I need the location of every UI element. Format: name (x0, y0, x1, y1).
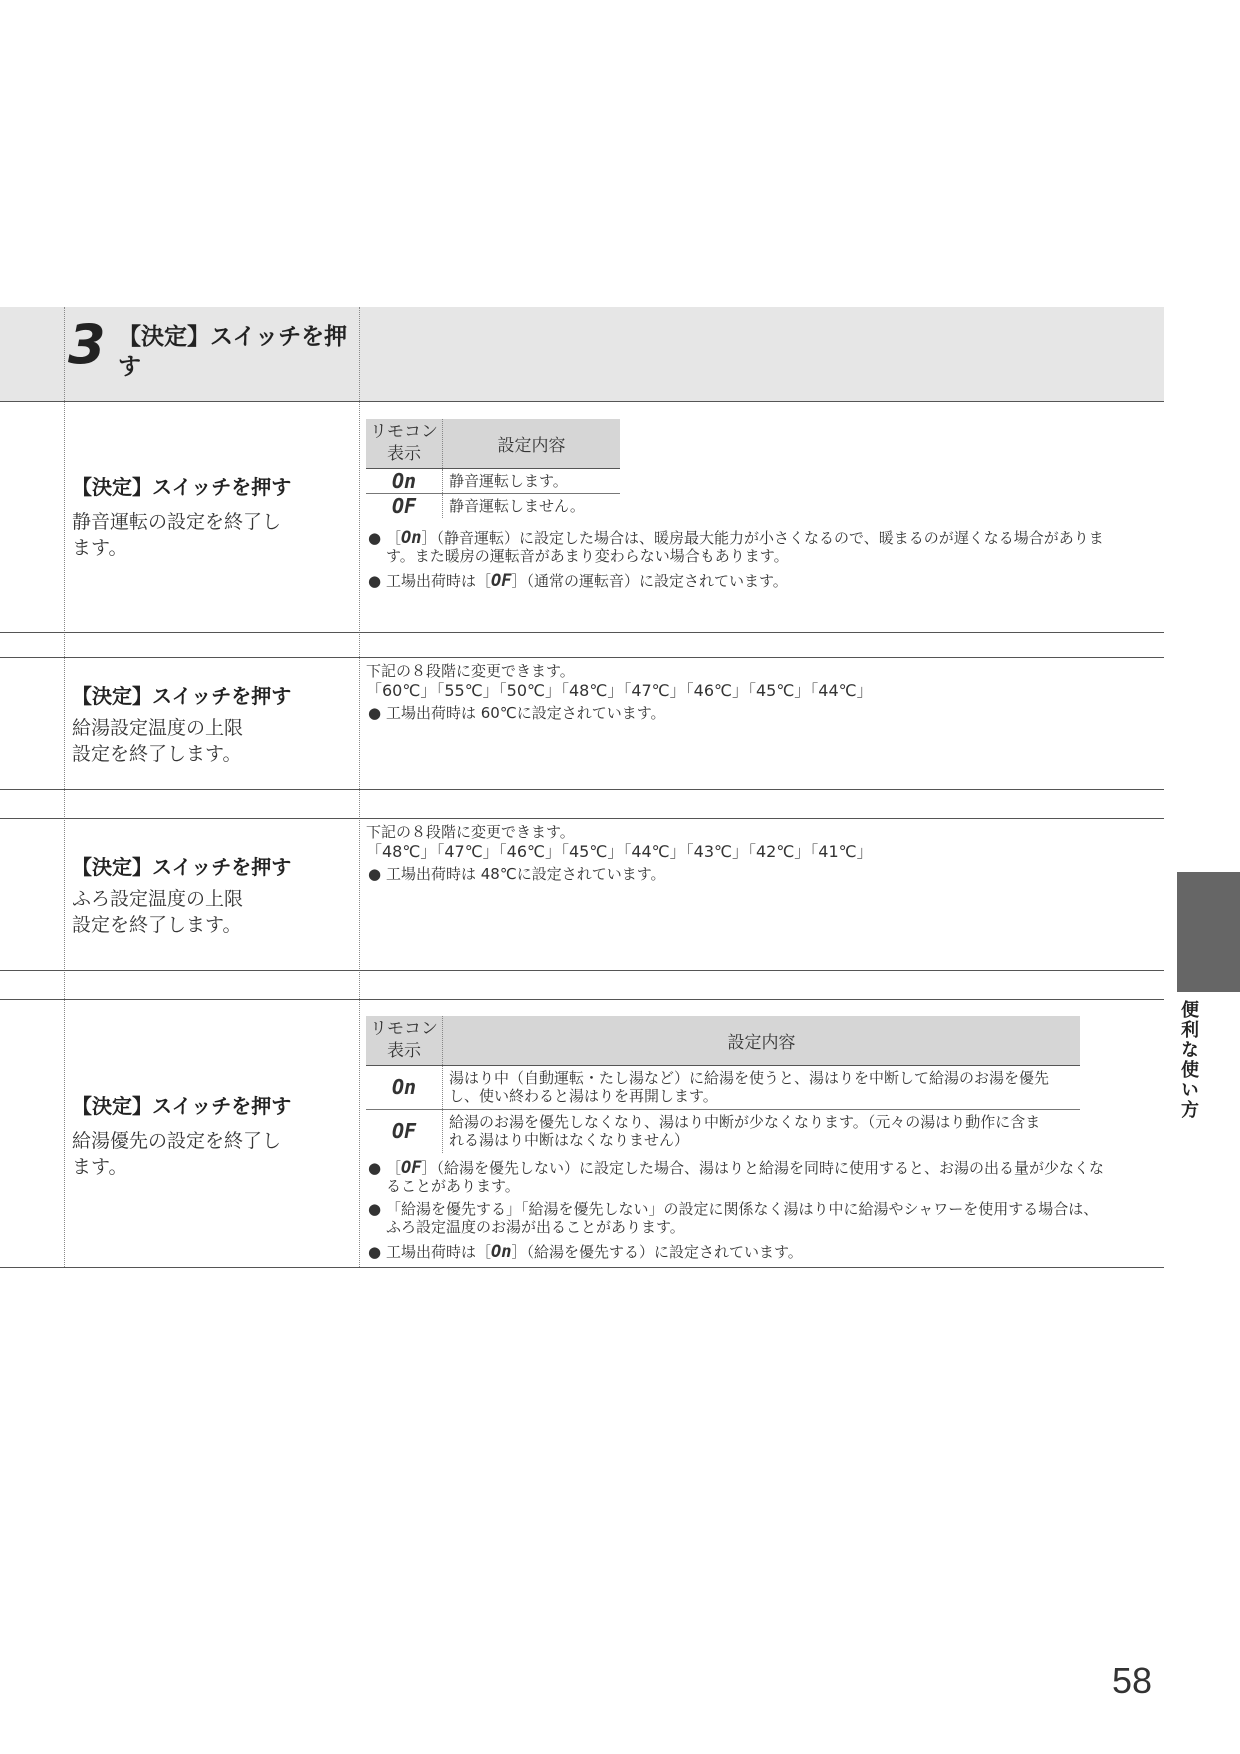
note-item: ● ［OF］（給湯を優先しない）に設定した場合、湯はりと給湯を同時に使用すると、お湯の出る量が少なくな ることがあります。 (368, 1158, 1105, 1195)
chapter-tab (1177, 872, 1240, 992)
row-divider (0, 1267, 1164, 1268)
row-divider (0, 999, 1164, 1000)
options-intro: 下記の８段階に変更できます。 (366, 662, 575, 680)
note-item: ● 工場出荷時は［On］（給湯を優先する）に設定されています。 (368, 1242, 803, 1262)
row-description: ふろ設定温度の上限 設定を終了します。 (72, 888, 244, 936)
table-header-content: 設定内容 (443, 1016, 1081, 1065)
page-number: 58 (1112, 1660, 1153, 1701)
setting-text: 静音運転しません。 (449, 497, 585, 516)
options-list: 「48℃」「47℃」「46℃」「45℃」「44℃」「43℃」「42℃」「41℃」 (366, 842, 873, 861)
setting-table (366, 1016, 1080, 1153)
chapter-label: 便利な使い方 (1178, 1000, 1199, 1120)
note-item: ● 工場出荷時は 48℃に設定されています。 (368, 865, 666, 883)
row-description: 給湯優先の設定を終了します。 (72, 1130, 282, 1178)
step-number: 3 (68, 313, 106, 376)
table-header-display: リモコン 表示 (366, 1016, 443, 1065)
row-divider (0, 818, 1164, 819)
middle-dotted-divider (359, 307, 360, 1267)
left-dotted-divider (64, 307, 65, 1267)
display-code: OF (366, 493, 443, 518)
row-divider (0, 632, 1164, 633)
table-header-display: リモコン 表示 (366, 419, 443, 468)
row-description: 給湯設定温度の上限 設定を終了します。 (72, 717, 244, 765)
row-divider (0, 657, 1164, 658)
setting-text: 湯はり中（自動運転・たし湯など）に給湯を使うと、湯はりを中断して給湯のお湯を優先 し、使い終わると湯はりを再開します。 (443, 1065, 1081, 1109)
table-row (366, 1065, 1080, 1109)
row-title: 【決定】スイッチを押す (72, 1094, 292, 1118)
row-title: 【決定】スイッチを押す (72, 475, 292, 499)
display-code: On (366, 1065, 443, 1109)
table-row (366, 468, 620, 493)
note-item: ● 工場出荷時は 60℃に設定されています。 (368, 704, 666, 722)
note-item: ● 工場出荷時は［OF］（通常の運転音）に設定されています。 (368, 571, 788, 591)
display-code: OF (366, 1109, 443, 1153)
table-row (366, 1109, 1080, 1153)
note-item: ● ［On］（静音運転）に設定した場合は、暖房最大能力が小さくなるので、暖まるのが遅くなる場合がありま す。また暖房の運転音があまり変わらない場合もあります。 (368, 528, 1104, 565)
options-list: 「60℃」「55℃」「50℃」「48℃」「47℃」「46℃」「45℃」「44℃」 (366, 681, 873, 700)
row-title: 【決定】スイッチを押す (72, 684, 292, 708)
setting-text: 静音運転します。 (443, 468, 621, 493)
row-divider (0, 970, 1164, 971)
table-row (366, 493, 620, 518)
options-intro: 下記の８段階に変更できます。 (366, 823, 575, 841)
setting-table (366, 419, 620, 518)
display-code: On (366, 468, 443, 493)
row-title: 【決定】スイッチを押す (72, 855, 292, 879)
table-header-content: 設定内容 (443, 419, 621, 468)
row-description: 静音運転の設定を終了します。 (72, 511, 282, 559)
setting-text: 給湯のお湯を優先しなくなり、湯はり中断が少なくなります。（元々の湯はり動作に含ま れる湯はり中断はなくなりません） (449, 1113, 1041, 1150)
step-title: 【決定】スイッチを押す (118, 324, 348, 380)
row-divider (0, 789, 1164, 790)
note-item: ● 「給湯を優先する」「給湯を優先しない」の設定に関係なく湯はり中に給湯やシャワーを使用する場合は、 ふろ設定温度のお湯が出ることがあります。 (368, 1200, 1099, 1236)
